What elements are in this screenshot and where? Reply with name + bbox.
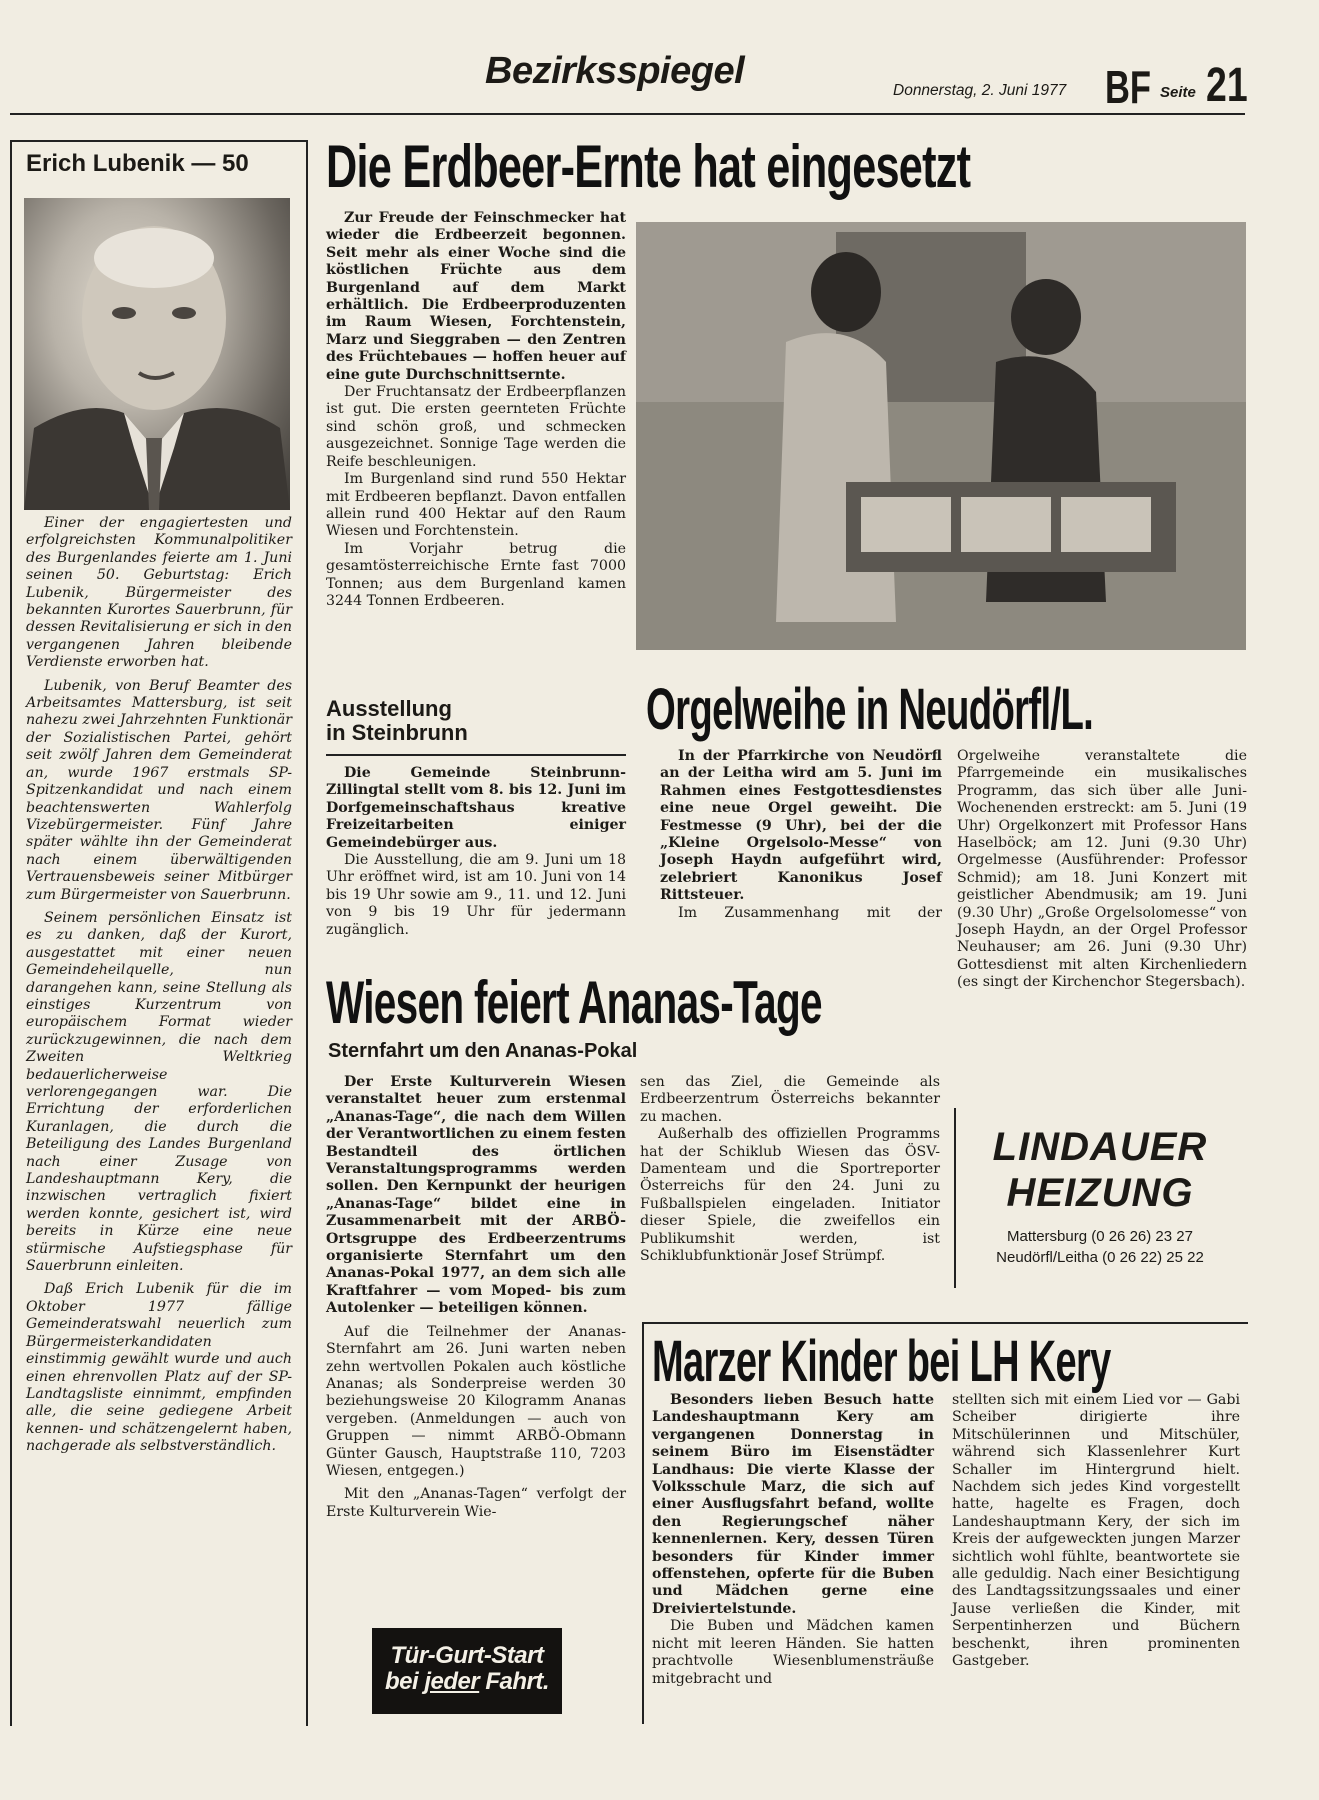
lubenik-body [26,515,292,1456]
paragraph: Orgelweihe veranstaltete die Pfarrgemeinde ein musikalisches Programm, das sich über alle Juni-Wochenenden erstreckt: am 5. Juni (19 Uhr) Orgelkonzert mit Professor Hans Haselböck; am 12. Juni (9.30 Uhr) Orgelmesse (Ausführender: Professor Schmid); am 18. Juni Konzert mit geistlicher Abendmusik; am 19. Juni (9.30 Uhr) „Große Orgelsolomesse“ von Joseph Haydn, an der Orgel Professor Neuhauser; am 26. Juni (9.30 Uhr) Gottesdienst mit alten Kirchenliedern (es singt der Kirchenchor Stegersbach). [957,748,1247,991]
ausstellung-headline [326,697,468,745]
lubenik-headline: Erich Lubenik — 50 [26,150,249,177]
paragraph: Seinem persönlichen Einsatz ist es zu danken, daß der Kurort, ausgestattet mit einer neuen Gemeindeheilquelle, nun darangehen kann, seine Stellung als einstiges Kurzentrum von europäischem Format wieder zurückzugewinnen, die nach dem Zweiten Weltkrieg bedauerlicherweise verlorengegangen war. Die Errichtung der erforderlichen Kuranlagen, die durch die Beteiligung des Landes Burgenland nach einer Zusage von Landeshauptmann Kery, die inzwischen vertraglich fixiert werden konnte, gesichert ist, wird bereits in Kürze eine neue stürmische Aufstiegsphase für Sauerbrunn einleiten. [26,909,292,1275]
orgelweihe-lead: In der Pfarrkirche von Neudörfl an der Leitha wird am 5. Juni im Rahmen eines Festgottesdienstes eine neue Orgel geweiht. Die Festmesse (9 Uhr), bei der die „Kleine Orgelsolo-Messe“ von Joseph Haydn aufgeführt wird, zelebriert Kanonikus Josef Rittsteuer. [660,748,942,904]
paragraph: Die Ausstellung, die am 9. Juni um 18 Uhr eröffnet wird, ist am 10. Juni von 14 bis 19 Uhr sowie am 9., 11. und 12. Juni von 9 bis 19 Uhr für jedermann zugänglich. [326,852,626,938]
wiesen-body-col1 [326,1074,626,1521]
masthead-rule [10,113,1245,115]
ad-phone-mattersburg: Mattersburg (0 26 26) 23 27 [1007,1228,1193,1245]
wiesen-subheadline: Sternfahrt um den Ananas-Pokal [328,1040,638,1062]
ad-brand-line1: LINDAUER [992,1125,1208,1169]
paragraph: stellten sich mit einem Lied vor — Gabi Scheiber dirigierte ihre Mitschülerinnen und Mitschüler, während sich Klassenlehrer Kurt Schaller im Hintergrund hielt. Nachdem sich jedes Kind vorgestellt hatte, hagelte es Fragen, doch Landeshauptmann Kery, der sich im Kreis der aufgeweckten jungen Marzer sichtlich wohl fühlte, beantwortete sie alle geduldig. Nach einer Besichtigung des Landtagssitzungssaales und einer Jause verließen die Kinder, mit Serpentinherzen und Büchern beschenkt, ihren prominenten Gastgeber. [952,1392,1240,1670]
orgelweihe-body-col1 [660,748,942,922]
portrait-icon [24,198,290,510]
ausstellung-rule [326,754,626,756]
page-number: 21 [1206,59,1248,112]
portrait-photo [24,198,290,510]
paragraph: Im Zusammenhang mit der [678,904,942,921]
harvest-scene-icon [636,222,1246,650]
ad-brand-line2: HEIZUNG [1006,1171,1194,1215]
seatbelt-ad [372,1628,562,1714]
paragraph: Mit den „Ananas-Tagen“ verfolgt der Erste Kulturverein Wie- [326,1486,626,1520]
paragraph: Lubenik, von Beruf Beamter des Arbeitsamtes Mattersburg, ist seit nahezu zwei Jahrzehnten Funktionär der Sozialistischen Partei, gehört seit zwölf Jahren dem Gemeinderat an, wurde 1967 erstmals SP-Spitzenkandidat und nach einem beachtenswerten Wahlerfolg Vizebürgermeister. Fünf Jahre später wählte ihn der Gemeinderat nach einem überwältigenden Vertrauensbeweis seiner Mitbürger zum Bürgermeister von Sauerbrunn. [26,677,292,903]
paragraph: sen das Ziel, die Gemeinde als Erdbeerzentrum Österreichs bekannter zu machen. [640,1074,940,1125]
wiesen-lead: Der Erste Kulturverein Wiesen veranstaltet heuer zum erstenmal „Ananas-Tage“, die nach dem Willen der Verantwortlichen zu einem festen Bestandteil des örtlichen Veranstaltungsprogramms werden sollen. Den Kernpunkt der heurigen „Ananas-Tage“ bildet eine in Zusammenarbeit mit der ARBÖ-Ortsgruppe des Erdbeerzentrums organisierte Sternfahrt um den Ananas-Pokal 1977, an dem sich alle Kraftfahrer — vom Moped- bis zum Autolenker — beteiligen können. [326,1074,626,1317]
strawberry-harvest-photo [636,222,1246,650]
emphasis: jeder [424,1668,480,1695]
erdbeer-headline: Die Erdbeer-Ernte hat eingesetzt [326,133,971,200]
ausstellung-headline-line2: in Steinbrunn [326,720,468,745]
seatbelt-ad-line1: Tür-Gurt-Start [390,1642,544,1669]
orgelweihe-headline: Orgelweihe in Neudörfl/L. [646,677,1094,742]
paragraph: Im Burgenland sind rund 550 Hektar mit Erdbeeren bepflanzt. Davon entfallen allein rund 400 Hektar auf den Raum Wiesen und Forchtenstein. [326,471,626,540]
paragraph: Außerhalb des offiziellen Programms hat der Schiklub Wiesen das ÖSV-Damenteam und die Sportreporter Österreichs für den 24. Juni zu Fußballspielen eingeladen. Initiator dieser Spiele, die zweifellos ein Publikumshit werden, ist Schiklubfunktionär Josef Strümpf. [640,1126,940,1265]
ad-divider [954,1108,956,1288]
erdbeer-lead: Zur Freude der Feinschmecker hat wieder die Erdbeerzeit begonnen. Seit mehr als einer Woche sind die köstlichen Früchte aus dem Burgenland auf dem Markt erhältlich. Die Erdbeerproduzenten im Raum Wiesen, Forchtenstein, Marz und Sieggraben — den Zentren des Früchtebaues — hoffen heuer auf eine gute Durchschnittsernte. [326,210,626,383]
ad-phone-neudoerfl: Neudörfl/Leitha (0 26 22) 25 22 [996,1249,1204,1266]
marzer-body-col1 [652,1392,934,1688]
marzer-headline: Marzer Kinder bei LH Kery [652,1329,1111,1394]
paragraph: Daß Erich Lubenik für die im Oktober 1977 fällige Gemeinderatswahl neuerlich zum Bürgermeisterkandidaten einstimmig gewählt wurde und auch einen ehrenvollen Platz auf der SP-Landtagsliste einnimmt, empfinden alle, die seine gediegene Arbeit kennen- und schätzengelernt haben, nachgerade als selbstverständlich. [26,1281,292,1455]
lindauer-heizung-ad [960,1124,1240,1266]
seatbelt-ad-line2: bei jeder Fahrt. [384,1668,550,1695]
section-title: Bezirksspiegel [485,50,745,92]
paragraph: Der Fruchtansatz der Erdbeerpflanzen ist gut. Die ersten geernteten Früchte sind schön groß, und schmecken ausgezeichnet. Sonnige Tage werden die Reife beschleunigen. [326,384,626,470]
paragraph: Die Buben und Mädchen kamen nicht mit leeren Händen. Sie hatten prachtvolle Wiesenblumensträuße mitgebracht und [652,1618,934,1687]
issue-date: Donnerstag, 2. Juni 1977 [893,82,1067,99]
erdbeer-body [326,210,626,610]
wiesen-headline: Wiesen feiert Ananas-Tage [326,969,822,1036]
orgelweihe-body-col2 [957,748,1247,992]
paragraph: Einer der engagiertesten und erfolgreichsten Kommunalpolitiker des Burgenlandes feierte am 1. Juni seinen 50. Geburtstag: Erich Lubenik, Bürgermeister des bekannten Kurortes Sauerbrunn, für dessen Revitalisierung er sich in den vergangenen Jahren bleibende Verdienste erworben hat. [26,515,292,671]
paper-logo: BF [1105,61,1151,113]
paragraph: Auf die Teilnehmer der Ananas-Sternfahrt am 26. Juni warten neben zehn wertvollen Pokalen auch köstliche Ananas; als Sonderpreise werden 30 beziehungsweise 20 Kilogramm Ananas vergeben. (Anmeldungen — auch von Gruppen — nimmt ARBÖ-Obmann Günter Gausch, Hauptstraße 110, 7203 Wiesen, entgegen.) [326,1323,626,1479]
wiesen-body-col2 [640,1074,940,1265]
marzer-lead: Besonders lieben Besuch hatte Landeshauptmann Kery am vergangenen Donnerstag in seinem Büro im Eisenstädter Landhaus: Die vierte Klasse der Volksschule Marz, die sich auf einer Ausflugsfahrt befand, wollte den Regierungschef näher kennenlernen. Kery, dessen Türen besonders für Kinder immer offenstehen, opferte für die Buben und Mädchen gerne eine Dreiviertelstunde. [652,1392,934,1617]
paragraph: Im Vorjahr betrug die gesamtösterreichische Ernte fast 7000 Tonnen; aus dem Burgenland kamen 3244 Tonnen Erdbeeren. [326,540,626,609]
ausstellung-lead: Die Gemeinde Steinbrunn-Zillingtal stellt vom 8. bis 12. Juni im Dorfgemeinschaftshaus kreative Freizeitarbeiten einiger Gemeindebürger aus. [326,765,626,851]
ausstellung-body [326,765,626,939]
marzer-body-col2 [952,1392,1240,1671]
ausstellung-headline-line1: Ausstellung [326,696,452,721]
page-label: Seite [1160,84,1196,101]
